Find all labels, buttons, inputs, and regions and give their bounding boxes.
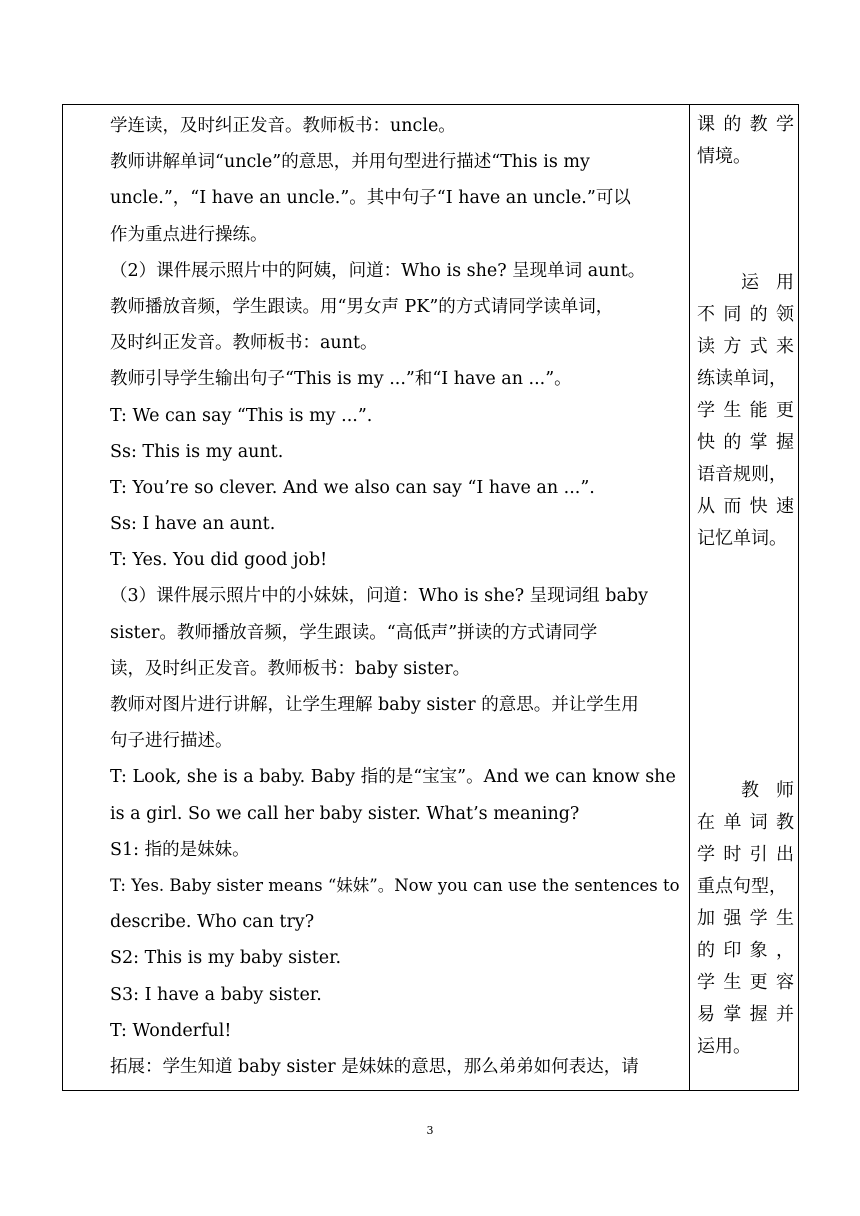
column-divider: [689, 105, 690, 1090]
text-line: 作为重点进行操练。: [110, 224, 268, 245]
text-line: T: Yes. Baby sister means “妹妹”。Now you can use the sentences to: [110, 875, 680, 895]
note-line: 教 师: [741, 780, 794, 801]
lesson-table: [62, 104, 799, 1091]
design-note-3: [697, 775, 794, 1063]
note-line: 运用。: [697, 1036, 751, 1057]
text-line: 读，及时纠正发音。教师板书：baby sister。: [110, 658, 471, 679]
teaching-process-cell: [110, 108, 683, 1085]
note-line: 读 方 式 来: [697, 336, 794, 357]
text-line: T: We can say “This is my ...”.: [110, 405, 373, 426]
text-line: sister。教师播放音频，学生跟读。“高低声”拼读的方式请同学: [110, 622, 598, 643]
note-line: 重点句型，: [697, 876, 787, 897]
text-line: （2）课件展示照片中的阿姨，问道：Who is she? 呈现单词 aunt。: [110, 260, 646, 281]
text-line: 及时纠正发音。教师板书：aunt。: [110, 333, 378, 354]
text-line: T: Wonderful!: [110, 1020, 232, 1041]
text-line: S1: 指的是妹妹。: [110, 839, 250, 860]
design-note-2: [697, 267, 794, 555]
note-line: 易 掌 握 并: [697, 1004, 794, 1025]
text-line: Ss: I have an aunt.: [110, 514, 276, 535]
design-note-1: [697, 109, 794, 173]
text-line: T: Yes. You did good job!: [110, 550, 328, 571]
text-line: （3）课件展示照片中的小妹妹，问道：Who is she? 呈现词组 baby: [110, 586, 648, 607]
note-line: 课 的 教 学: [697, 114, 794, 135]
note-line: 加 强 学 生: [697, 908, 794, 929]
note-line: 从 而 快 速: [697, 496, 794, 517]
text-line: is a girl. So we call her baby sister. What’s meaning?: [110, 803, 580, 824]
text-line: S2: This is my baby sister.: [110, 948, 342, 969]
note-line: 语音规则，: [697, 464, 787, 485]
text-line: describe. Who can try?: [110, 912, 315, 933]
text-line: 句子进行描述。: [110, 731, 233, 752]
text-line: Ss: This is my aunt.: [110, 441, 284, 462]
text-line: uncle.”，“I have an uncle.”。其中句子“I have an uncle.”可以: [110, 188, 631, 209]
text-line: S3: I have a baby sister.: [110, 984, 322, 1005]
text-line: 学连读，及时纠正发音。教师板书：uncle。: [110, 116, 456, 136]
note-line: 记忆单词。: [697, 528, 787, 549]
text-line: 教师对图片进行讲解，让学生理解 baby sister 的意思。并让学生用: [110, 695, 639, 715]
note-line: 运 用: [741, 272, 794, 293]
text-line: 教师播放音频，学生跟读。用“男女声 PK”的方式请同学读单词，: [110, 296, 614, 317]
note-line: 学 生 更 容: [697, 972, 794, 993]
note-line: 学 生 能 更: [697, 400, 794, 421]
note-line: 情境。: [697, 146, 751, 167]
note-line: 快 的 掌 握: [697, 432, 794, 453]
text-line: T: You’re so clever. And we also can say “I have an ...”.: [110, 477, 595, 498]
text-line: T: Look, she is a baby. Baby 指的是“宝宝”。And we can know she: [110, 767, 676, 788]
text-line: 拓展：学生知道 baby sister 是妹妹的意思，那么弟弟如何表达，请: [110, 1056, 639, 1077]
note-line: 在 单 词 教: [697, 812, 794, 833]
text-line: 教师讲解单词“uncle”的意思，并用句型进行描述“This is my: [110, 152, 590, 173]
note-line: 的 印 象 ，: [697, 940, 794, 961]
text-line: 教师引导学生输出句子“This is my ...”和“I have an ...”。: [110, 369, 572, 390]
note-line: 练读单词，: [697, 368, 787, 389]
note-line: 不 同 的 领: [697, 304, 794, 325]
page-number: 3: [426, 1124, 434, 1137]
note-line: 学 时 引 出: [697, 844, 794, 865]
